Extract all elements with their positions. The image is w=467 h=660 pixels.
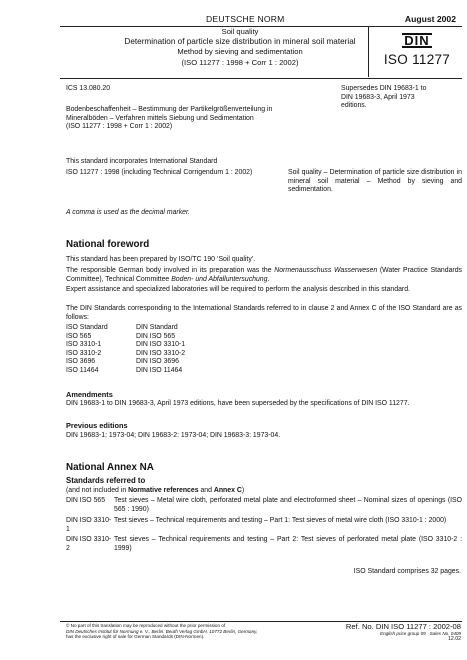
text-span: The responsible German body involved in its preparation was the [66,267,275,274]
din-logo [376,32,458,67]
table-cell: ISO 3310-2 [66,349,102,357]
text-span: ) [241,487,245,494]
table-row [66,333,185,342]
text-span: and [198,487,214,494]
standards-table [66,324,185,376]
reference-entry [66,517,462,534]
column-header: ISO Standard [66,324,108,331]
page-count-note: ISO Standard comprises 32 pages. [353,568,461,575]
copyright-line: has the exclusive right of sale for German Standards (DIN-Normen). [66,634,205,640]
reference-entry [66,536,462,553]
copyright-line: © No part of this translation may be reproduced without the prior permission of [66,623,226,628]
foreword-paragraph: The DIN Standards corresponding to the International Standards referred to in clause 2 and Annex C of the ISO Standard are as follows: [66,305,462,321]
copyright-line: DIN Deutsches Institut für Normung e. V., Berlin. Beuth Verlag GmbH, 10772 Berlin, Germany, [66,628,258,634]
annex-heading: National Annex NA [66,462,154,473]
table-cell: DIN ISO 3696 [136,358,179,366]
table-row [66,350,185,359]
table-cell: DIN ISO 565 [136,332,176,340]
sales-number: Sales No. 0409 [429,631,461,636]
table-cell: ISO 3696 [66,358,96,366]
table-row [66,367,185,376]
footer-reference [346,622,461,642]
title-block [112,27,368,77]
price-group: English price group 09 [380,631,426,636]
incorporated-standard: ISO 11277 : 1998 (including Technical Corrigendum 1 : 2002) [66,169,253,176]
iso-reference: (ISO 11277 : 1998 + Corr 1 : 2002) [181,57,299,67]
column-header: DIN Standard [136,324,178,331]
table-cell: ISO 565 [66,332,92,340]
ics-code: ICS 13.080.20 [66,85,111,92]
text-span: . [267,275,270,283]
foreword-paragraph [66,267,462,284]
amendments-heading: Amendments [66,390,113,399]
national-foreword-heading: National foreword [66,239,150,250]
reference-description: Test sieves – Technical requirements and testing – Part 2: Test sieves of perforated metal plate (ISO 3310-2 : 1999) [114,536,462,552]
subject-line: Soil quality [221,27,259,36]
comma-note: A comma is used as the decimal marker. [66,209,190,216]
header-bottom-rule [60,78,462,79]
norm-label: DEUTSCHE NORM [206,14,285,24]
standard-number: ISO 11277 [383,52,451,67]
table-cell: DIN ISO 11464 [136,366,183,374]
reference-code: DIN ISO 3310-1 [66,517,112,533]
supersedes-line: editions. [341,102,367,110]
reference-description: Test sieves – Metal wire cloth, perforated metal plate and electroformed sheet – Nominal sizes of openings (ISO 565 : 1990) [114,497,462,513]
german-title-line: (ISO 11277 : 1998 + Corr 1 : 2002) [66,123,173,131]
foreword-paragraph: Expert assistance and specialized laboratories will be required to perform the analysis described in this standard. [66,286,410,293]
table-cell: ISO 11464 [66,366,99,374]
header-top-bar [60,14,462,27]
amendments-text: DIN 19683-1 to DIN 19683-3, April 1973 editions, have been superseded by the specifications of DIN ISO 11277. [66,400,410,407]
din-logo-mark: DIN [404,33,430,48]
committee-name: Normenausschuss Wasserwesen [274,267,378,274]
annex-note [66,487,244,496]
german-title [66,106,346,132]
technical-committee-name: Boden- und Abfalluntersuchung [171,275,268,283]
incorporates-line: This standard incorporates International Standard [66,158,218,165]
text-span: (Water Practice Standards Committee), Technical Committee [66,267,462,283]
table-header [66,324,185,333]
previous-editions-heading: Previous editions [66,421,128,430]
table-cell: ISO 3310-1 [66,341,102,349]
table-row [66,358,185,367]
reference-number: Ref. No. DIN ISO 11277 : 2002-08 [345,622,461,631]
footer-code: 12.02 [448,636,461,642]
issue-date: August 2002 [404,14,456,24]
supersedes-note [341,85,461,111]
document-title: Determination of particle size distribution in mineral soil material [124,37,356,47]
annex-subheading: Standards referred to [66,476,146,485]
table-row [66,341,185,350]
reference-entry [66,497,462,514]
german-title-line: Bodenbeschaffenheit – Bestimmung der Partikelgrößenverteilung in [66,106,273,113]
reference-code: DIN ISO 3310-2 [66,536,112,552]
text-span: (and not included in [66,487,129,494]
reference-description: Test sieves – Technical requirements and testing – Part 1: Test sieves of metal wire cloth (ISO 3310-1 : 2000) [114,517,447,524]
german-title-line: Mineralböden – Verfahren mittels Siebung und Sedimentation [66,114,254,122]
document-subtitle: Method by sieving and sedimentation [177,47,303,57]
table-cell: DIN ISO 3310-1 [136,341,186,349]
copyright-notice [66,623,316,640]
reference-code: DIN ISO 565 [66,497,106,504]
previous-editions-text: DIN 19683-1: 1973-04; DIN 19683-2: 1973-04; DIN 19683-3: 1973-04. [66,432,281,439]
text-span-bold: Annex C [213,487,242,494]
supersedes-line: Supersedes DIN 19683-1 to [341,85,427,92]
table-cell: DIN ISO 3310-2 [136,349,186,357]
supersedes-line: DIN 19683-3, April 1973 [341,93,415,101]
header-divider [368,27,369,77]
text-span-bold: Normative references [128,487,199,494]
incorporated-title: Soil quality – Determination of particle size distribution in mineral soil material – Method by sieving and sedimentation. [288,169,462,194]
foreword-paragraph: This standard has been prepared by ISO/TC 190 ‘Soil quality’. [66,256,256,263]
